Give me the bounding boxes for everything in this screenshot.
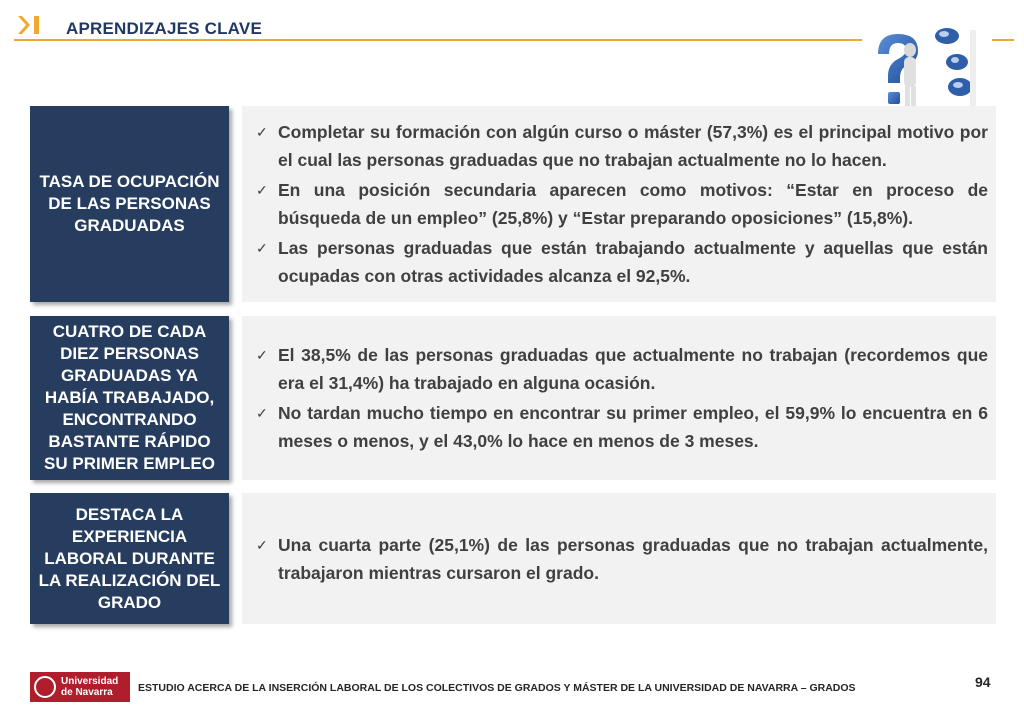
- section-row: [30, 493, 996, 624]
- page-title: APRENDIZAJES CLAVE: [66, 19, 262, 38]
- section-label: DESTACA LA EXPERIENCIA LABORAL DURANTE LA REALIZACIÓN DEL GRADO: [30, 493, 229, 624]
- chevron-marker-icon: [18, 14, 42, 36]
- list-item: ✓ Una cuarta parte (25,1%) de las personas graduadas que no trabajan actualmente, trabajaron mientras cursaron el grado.: [252, 531, 988, 587]
- section-body: [242, 493, 996, 624]
- section-body: [242, 316, 996, 480]
- list-item: ✓ Completar su formación con algún curso o máster (57,3%) es el principal motivo por el cual las personas graduadas que no trabajan actualmente no lo hacen.: [252, 118, 988, 174]
- check-icon: ✓: [256, 405, 268, 421]
- footer-text: ESTUDIO ACERCA DE LA INSERCIÓN LABORAL DE LOS COLECTIVOS DE GRADOS Y MÁSTER DE LA UNIVERSIDAD DE NAVARRA – GRADOS: [138, 682, 856, 694]
- logo-text-line-2: de Navarra: [61, 687, 113, 698]
- section-body: [242, 106, 996, 302]
- logo-text-line-1: Universidad: [61, 676, 119, 687]
- seal-icon: [34, 676, 56, 698]
- check-icon: ✓: [256, 182, 268, 198]
- check-icon: ✓: [256, 240, 268, 256]
- list-item: ✓ En una posición secundaria aparecen como motivos: “Estar en proceso de búsqueda de un empleo” (25,8%) y “Estar preparando oposiciones” (15,8%).: [252, 176, 988, 232]
- list-item: ✓ No tardan mucho tiempo en encontrar su primer empleo, el 59,9% lo encuentra en 6 meses o menos, y el 43,0% lo hace en menos de 3 meses.: [252, 399, 988, 455]
- check-icon: ✓: [256, 124, 268, 140]
- page-number: 94: [975, 674, 991, 690]
- list-item: ✓ El 38,5% de las personas graduadas que actualmente no trabajan (recordemos que era el 31,4%) ha trabajado en alguna ocasión.: [252, 341, 988, 397]
- check-icon: ✓: [256, 347, 268, 363]
- section-label: TASA DE OCUPACIÓN DE LAS PERSONAS GRADUADAS: [30, 106, 229, 302]
- list-item: ✓ Las personas graduadas que están trabajando actualmente y aquellas que están ocupadas con otras actividades alcanza el 92,5%.: [252, 234, 988, 290]
- section-label: CUATRO DE CADA DIEZ PERSONAS GRADUADAS YA HABÍA TRABAJADO, ENCONTRANDO BASTANTE RÁPIDO SU PRIMER EMPLEO: [30, 316, 229, 480]
- question-figure-icon: [862, 20, 992, 115]
- check-icon: ✓: [256, 536, 268, 553]
- section-row: [30, 316, 996, 480]
- university-logo: [30, 672, 130, 702]
- section-row: [30, 106, 996, 302]
